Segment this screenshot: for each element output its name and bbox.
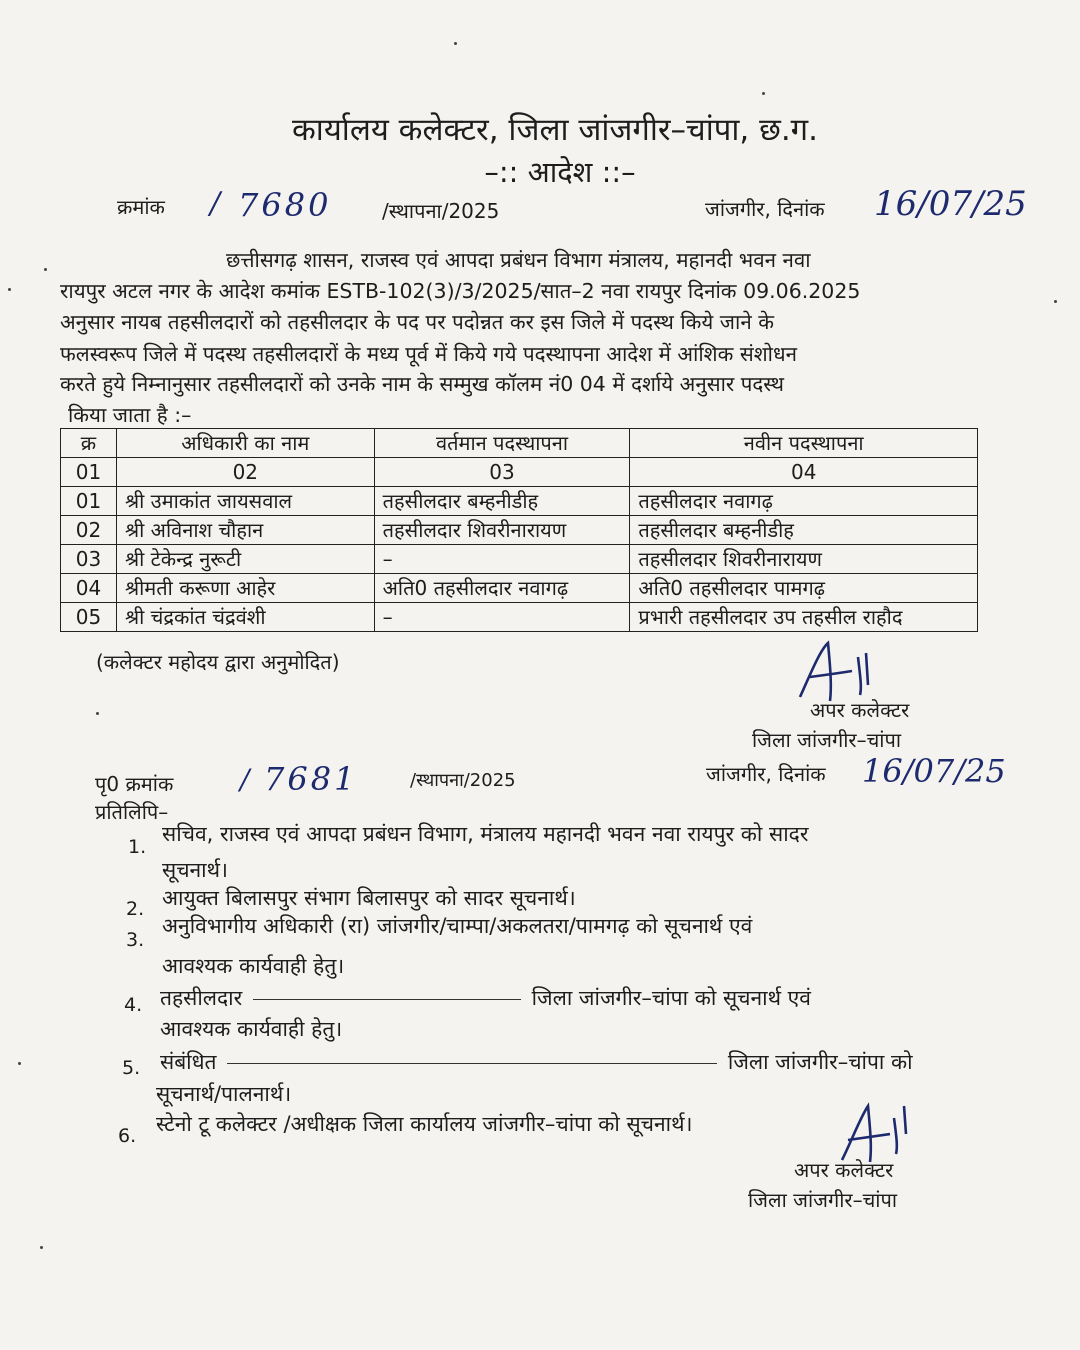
office-title: कार्यालय कलेक्टर, जिला जांजगीर–चांपा, छ.ग. <box>291 112 818 148</box>
list-item <box>160 984 811 1012</box>
signature-district: जिला जांजगीर–चांपा <box>752 728 902 752</box>
order-number-slash: / <box>210 186 221 221</box>
signature-designation: अपर कलेक्टर <box>810 698 910 722</box>
table-cell: 03 <box>374 458 630 487</box>
table-column-number-row <box>61 458 978 487</box>
endorsement-place-date-label: जांजगीर, दिनांक <box>706 762 826 786</box>
list-number: 1. <box>128 836 147 858</box>
list-item: सचिव, राजस्व एवं आपदा प्रबंधन विभाग, मंत्रालय महानदी भवन नवा रायपुर को सादर <box>162 822 809 846</box>
list-item-text: जिला जांजगीर–चांपा को <box>727 1050 913 1074</box>
list-item: आवश्यक कार्यवाही हेतु। <box>160 1017 343 1041</box>
list-item: सूचनार्थ/पालनार्थ। <box>156 1082 292 1106</box>
table-cell: 02 <box>116 458 374 487</box>
table-cell: 04 <box>630 458 978 487</box>
table-cell: श्री टेकेन्द्र नुरूटी <box>116 545 374 574</box>
list-number: 6. <box>118 1125 137 1147</box>
endorsement-date: 16/07/25 <box>862 752 1006 790</box>
body-line: छत्तीसगढ़ शासन, राजस्व एवं आपदा प्रबंधन विभाग मंत्रालय, महानदी भवन नवा <box>226 248 811 272</box>
table-cell: तहसीलदार नवागढ़ <box>630 487 978 516</box>
endorsement-number-label: पृ0 क्रमांक <box>95 772 174 796</box>
body-line: अनुसार नायब तहसीलदारों को तहसीलदार के पद पर पदोन्नत कर इस जिले में पदस्थ किये जाने के <box>60 310 774 334</box>
list-item: स्टेनो टू कलेक्टर /अधीक्षक जिला कार्यालय जांजगीर–चांपा को सूचनार्थ। <box>156 1112 693 1136</box>
list-number: 3. <box>126 929 145 951</box>
list-item-label: तहसीलदार <box>160 986 243 1010</box>
blank-line <box>227 1063 717 1064</box>
table-cell: श्री अविनाश चौहान <box>116 516 374 545</box>
table-header-row <box>61 429 978 458</box>
table-header-cell: वर्तमान पदस्थापना <box>374 429 630 458</box>
table-cell: 03 <box>61 545 117 574</box>
order-date: 16/07/25 <box>874 184 1027 224</box>
table-cell: तहसीलदार शिवरीनारायण <box>374 516 630 545</box>
table-cell: श्रीमती करूणा आहेर <box>116 574 374 603</box>
table-header-cell: अधिकारी का नाम <box>116 429 374 458</box>
endorsement-number-slash: / <box>240 763 250 796</box>
list-item: अनुविभागीय अधिकारी (रा) जांजगीर/चाम्पा/अकलतरा/पामगढ़ को सूचनार्थ एवं <box>162 914 753 938</box>
table-cell: 04 <box>61 574 117 603</box>
approval-note: (कलेक्टर महोदय द्वारा अनुमोदित) <box>96 650 340 674</box>
table-row <box>61 487 978 516</box>
table-row <box>61 545 978 574</box>
table-cell: 05 <box>61 603 117 632</box>
copy-label: प्रतिलिपि– <box>95 800 169 824</box>
table-cell: तहसीलदार शिवरीनारायण <box>630 545 978 574</box>
signature-designation: अपर कलेक्टर <box>794 1158 894 1182</box>
table-cell: प्रभारी तहसीलदार उप तहसील राहौद <box>630 603 978 632</box>
posting-table <box>60 428 978 632</box>
table-header-cell: नवीन पदस्थापना <box>630 429 978 458</box>
table-cell: 01 <box>61 487 117 516</box>
table-cell: तहसीलदार बम्हनीडीह <box>630 516 978 545</box>
list-item: आयुक्त बिलासपुर संभाग बिलासपुर को सादर सूचनार्थ। <box>162 886 576 910</box>
table-cell: – <box>374 545 630 574</box>
order-number-label: क्रमांक <box>117 195 165 219</box>
table-cell: तहसीलदार बम्हनीडीह <box>374 487 630 516</box>
table-row <box>61 603 978 632</box>
order-place-date-label: जांजगीर, दिनांक <box>705 197 825 221</box>
table-cell: – <box>374 603 630 632</box>
body-line: करते हुये निम्नानुसार तहसीलदारों को उनके नाम के सम्मुख कॉलम नं0 04 में दर्शाये अनुसार पदस्थ <box>60 372 784 396</box>
list-item: आवश्यक कार्यवाही हेतु। <box>162 954 345 978</box>
table-cell: श्री उमाकांत जायसवाल <box>116 487 374 516</box>
list-item: सूचनार्थ। <box>162 858 229 882</box>
list-item-label: संबंधित <box>160 1050 217 1074</box>
table-cell: श्री चंद्रकांत चंद्रवंशी <box>116 603 374 632</box>
list-number: 2. <box>126 898 145 920</box>
list-item-text: जिला जांजगीर–चांपा को सूचनार्थ एवं <box>531 986 811 1010</box>
list-item <box>160 1048 913 1076</box>
endorsement-number: 7681 <box>264 760 358 798</box>
table-cell: 01 <box>61 458 117 487</box>
list-number: 4. <box>124 994 143 1016</box>
table-cell: अति0 तहसीलदार नवागढ़ <box>374 574 630 603</box>
blank-line <box>253 999 521 1000</box>
order-number: 7680 <box>238 186 332 224</box>
order-heading: –:: आदेश ::– <box>484 155 636 189</box>
endorsement-section: /स्थापना/2025 <box>410 770 516 791</box>
table-row <box>61 574 978 603</box>
table-header-cell: क्र <box>61 429 117 458</box>
body-line: रायपुर अटल नगर के आदेश कमांक ESTB-102(3)/3/2025/सात–2 नवा रायपुर दिनांक 09.06.2025 <box>60 279 861 303</box>
body-line: फलस्वरूप जिले में पदस्थ तहसीलदारों के मध्य पूर्व में किये गये पदस्थापना आदेश में आंशिक संशोधन <box>60 342 797 366</box>
table-row <box>61 516 978 545</box>
table-cell: 02 <box>61 516 117 545</box>
order-section: /स्थापना/2025 <box>382 199 500 223</box>
signature-district: जिला जांजगीर–चांपा <box>748 1188 898 1212</box>
table-cell: अति0 तहसीलदार पामगढ़ <box>630 574 978 603</box>
list-number: 5. <box>122 1057 141 1079</box>
body-line: किया जाता है :– <box>68 403 192 427</box>
